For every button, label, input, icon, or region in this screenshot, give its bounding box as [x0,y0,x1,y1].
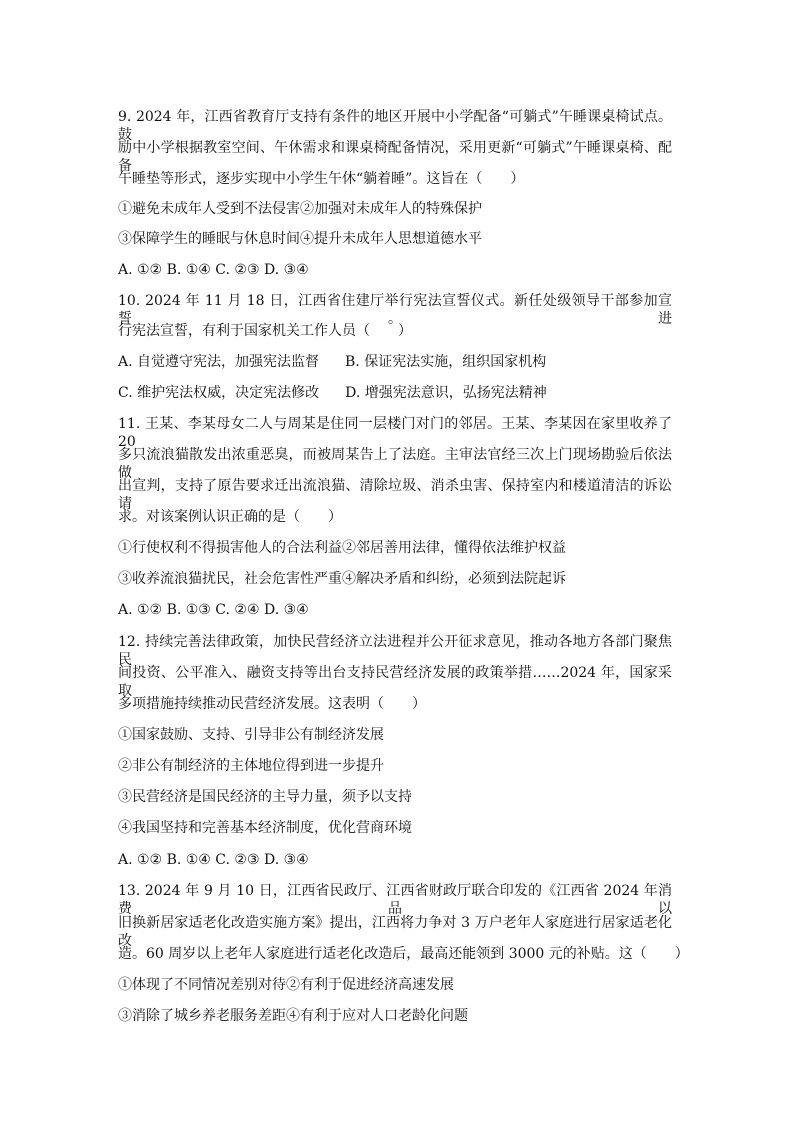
question-9-stem-line-1: 9. 2024 年，江西省教育厅支持有条件的地区开展中小学配备“可躺式”午睡课桌椅试点。鼓 [118,109,672,143]
question-11-stem-line-4: 求。对该案例认识正确的是（ ） [118,509,342,525]
question-13-stem-line-2: 旧换新居家适老化改造实施方案》提出，江西将力争对 3 万户老年人家庭进行居家适老化改 [118,915,672,949]
question-12-option-line-2: ②非公有制经济的主体地位得到进一步提升 [118,758,384,774]
question-12-stem-line-1: 12. 持续完善法律政策，加快民营经济立法进程并公开征求意见，推动各地方各部门聚焦民 [118,634,672,668]
question-12-answer-choices: A. ①② B. ①④ C. ②③ D. ③④ [118,852,309,868]
question-13-stem-line-3: 造。60 周岁以上老年人家庭进行适老化改造后，最高还能领到 3000 元的补贴。这（ ） [118,946,689,962]
question-11-stem-line-3: 出宣判，支持了原告要求迁出流浪猫、清除垃圾、消杀虫害、保持室内和楼道清洁的诉讼请 [118,478,672,512]
question-9-option-line-2: ③保障学生的睡眠与休息时间④提升未成年人思想道德水平 [118,231,482,247]
question-11-stem-line-2: 多只流浪猫散发出浓重恶臭，而被周某告上了法庭。主审法官经三次上门现场勘验后依法做 [118,447,672,481]
question-9-answer-choices: A. ①② B. ①④ C. ②③ D. ③④ [118,262,309,278]
question-10-choice-c: C. 维护宪法权威，决定宪法修改 [118,385,320,401]
question-12-stem-line-3: 多项措施持续推动民营经济发展。这表明（ ） [118,696,426,712]
question-10-choice-b: B. 保证宪法实施，组织国家机构 [345,354,547,370]
question-9-stem-line-3: 午睡垫等形式，逐步实现中小学生午休“躺着睡”。这旨在（ ） [118,171,525,187]
question-11-option-line-2: ③收养流浪猫扰民，社会危害性严重④解决矛盾和纠纷，必须到法院起诉 [118,571,566,587]
question-12-option-line-3: ③民营经济是国民经济的主导力量，须予以支持 [118,789,412,805]
question-12-option-line-4: ④我国坚持和完善基本经济制度，优化营商环境 [118,820,412,836]
question-9-option-line-1: ①避免未成年人受到不法侵害②加强对未成年人的特殊保护 [118,201,482,217]
question-10-stem-line-2: 行宪法宣誓，有利于国家机关工作人员（ ） [118,323,412,339]
question-10-stem-line-1: 10. 2024 年 11 月 18 日，江西省住建厅举行宪法宣誓仪式。新任处级领导干部参加宣誓。进 [118,293,672,327]
question-11-answer-choices: A. ①② B. ①③ C. ②④ D. ③④ [118,602,309,618]
question-10-choice-row-2 [118,384,547,402]
question-13-option-line-1: ①体现了不同情况差别对待②有利于促进经济高速发展 [118,977,454,993]
question-11-option-line-1: ①行使权利不得损害他人的合法利益②邻居善用法律，懂得依法维护权益 [118,540,566,556]
question-10-choice-row-1 [118,353,546,371]
question-12-stem-line-2: 间投资、公平准入、融资支持等出台支持民营经济发展的政策举措……2024 年，国家采取 [118,665,672,699]
question-13-stem-line-1: 13. 2024 年 9 月 10 日，江西省民政厅、江西省财政厅联合印发的《江西省 2024 年消费品以 [118,883,672,917]
question-10-choice-a: A. 自觉遵守宪法，加强宪法监督 [118,354,320,370]
question-10-choice-d: D. 增强宪法意识，弘扬宪法精神 [345,385,547,401]
question-9-stem-line-2: 励中小学根据教室空间、午休需求和课桌椅配备情况，采用更新“可躺式”午睡课桌椅、配备 [118,140,672,174]
question-12-option-line-1: ①国家鼓励、支持、引导非公有制经济发展 [118,727,384,743]
question-13-option-line-2: ③消除了城乡养老服务差距④有利于应对人口老龄化问题 [118,1008,468,1024]
question-11-stem-line-1: 11. 王某、李某母女二人与周某是住同一层楼门对门的邻居。王某、李某因在家里收养了 20 [118,416,672,450]
